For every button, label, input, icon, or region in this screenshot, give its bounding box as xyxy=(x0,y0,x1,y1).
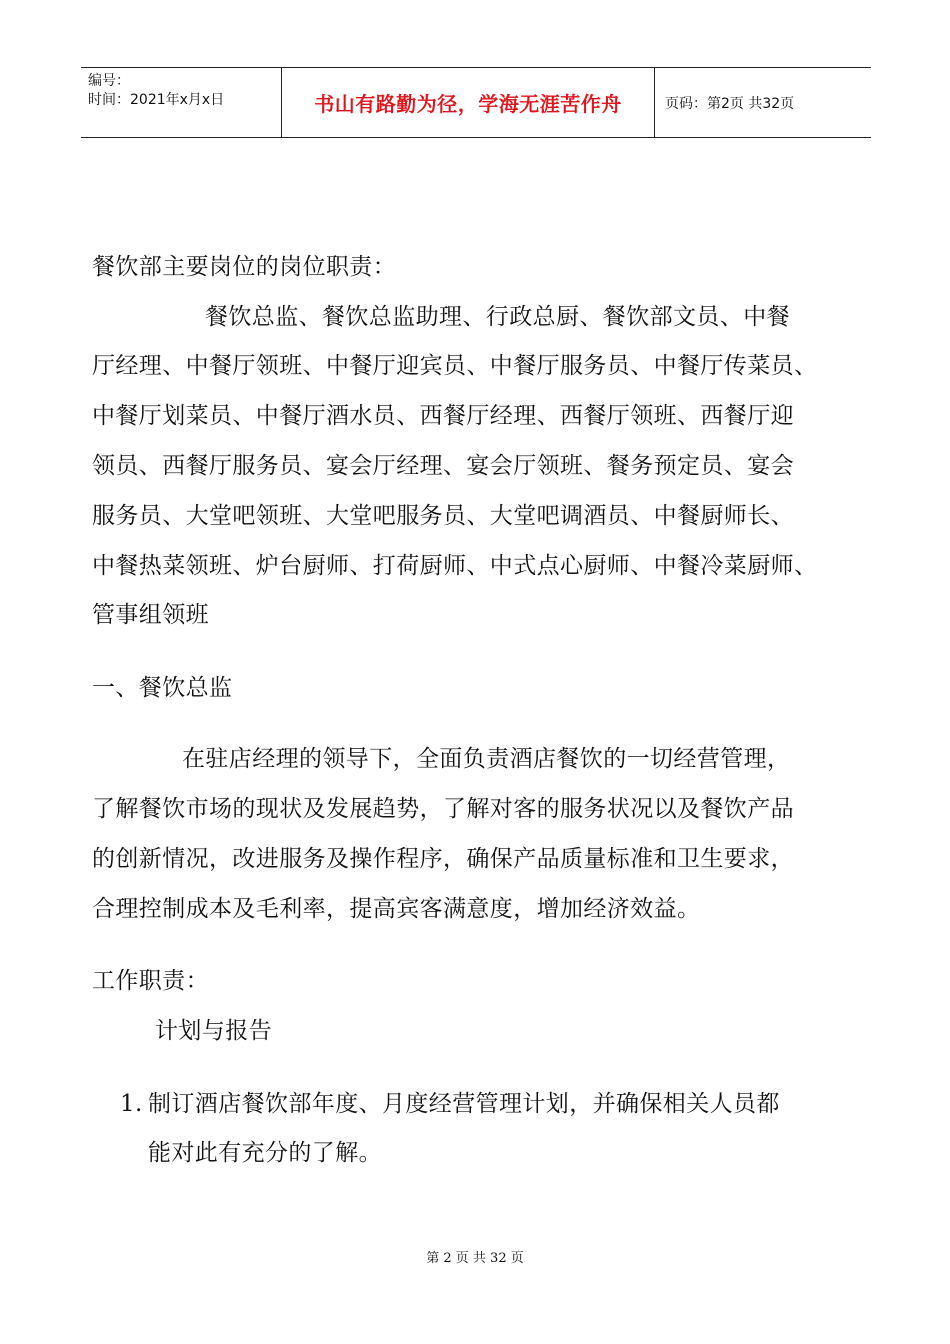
positions-line: 中餐热菜领班、炉台厨师、打荷厨师、中式点心厨师、中餐冷菜厨师、 xyxy=(92,553,818,579)
positions-line: 领员、西餐厅服务员、宴会厅经理、宴会厅领班、餐务预定员、宴会 xyxy=(92,453,794,479)
positions-line: 管事组领班 xyxy=(92,602,209,628)
page-header xyxy=(81,67,871,138)
positions-line: 餐饮总监、餐饮总监助理、行政总厨、餐饮部文员、中餐 xyxy=(205,304,790,330)
duties-label: 工作职责： xyxy=(92,968,209,994)
section-title: 一、餐饮总监 xyxy=(92,675,233,701)
header-meta xyxy=(81,68,282,137)
list-item-line: 制订酒店餐饮部年度、月度经营管理计划，并确保相关人员都 xyxy=(148,1091,780,1117)
section-paragraph-line: 的创新情况，改进服务及操作程序，确保产品质量标准和卫生要求， xyxy=(92,846,794,872)
section-paragraph-line: 合理控制成本及毛利率，提高宾客满意度，增加经济效益。 xyxy=(92,896,701,922)
header-motto: 书山有路勤为径，学海无涯苦作舟 xyxy=(282,68,655,137)
number-label: 编号： xyxy=(88,73,130,89)
page-footer: 第 2 页 共 32 页 xyxy=(426,1251,524,1266)
list-item-number: 1. xyxy=(120,1091,143,1117)
list-item-line: 能对此有充分的了解。 xyxy=(148,1140,382,1166)
section-paragraph-line: 了解餐饮市场的现状及发展趋势，了解对客的服务状况以及餐饮产品 xyxy=(92,796,794,822)
section-paragraph-line: 在驻店经理的领导下，全面负责酒店餐饮的一切经营管理， xyxy=(182,746,791,772)
subheading: 计划与报告 xyxy=(155,1018,272,1044)
positions-line: 厅经理、中餐厅领班、中餐厅迎宾员、中餐厅服务员、中餐厅传菜员、 xyxy=(92,353,818,379)
time-label: 时间：2021年x月x日 xyxy=(88,92,225,108)
positions-line: 服务员、大堂吧领班、大堂吧服务员、大堂吧调酒员、中餐厨师长、 xyxy=(92,503,794,529)
positions-line: 中餐厅划菜员、中餐厅酒水员、西餐厅经理、西餐厅领班、西餐厅迎 xyxy=(92,403,794,429)
main-heading: 餐饮部主要岗位的岗位职责： xyxy=(92,254,397,280)
header-page-info: 页码：第2页 共32页 xyxy=(665,95,795,112)
